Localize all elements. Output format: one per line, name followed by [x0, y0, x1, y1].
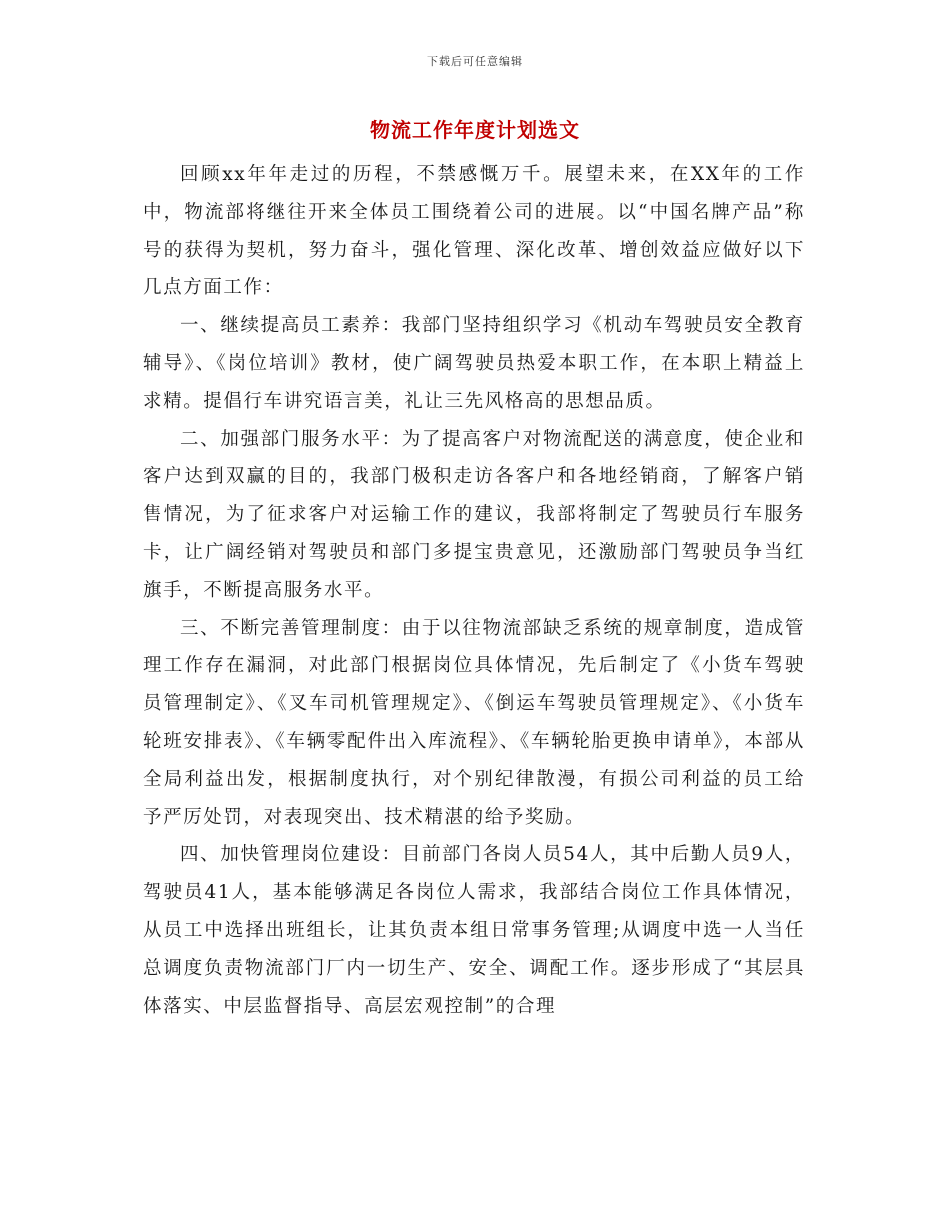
- paragraph-management-system: 三、不断完善管理制度：由于以往物流部缺乏系统的规章制度，造成管理工作存在漏洞，对此部门根据岗位具体情况，先后制定了《小货车驾驶员管理制定》、《叉车司机管理规定》、《倒运车驾驶员管理规定》、《小货车轮班安排表》、《车辆零配件出入库流程》、《车辆轮胎更换申请单》，本部从全局利益出发，根据制度执行，对个别纪律散漫，有损公司利益的员工给予严厉处罚，对表现突出、技术精湛的给予奖励。: [143, 617, 805, 828]
- paragraph-post-construction: 四、加快管理岗位建设：目前部门各岗人员54人，其中后勤人员9人，驾驶员41人，基本能够满足各岗位人需求，我部结合岗位工作具体情况，从员工中选择出班组长，让其负责本组日常事务管理;从调度中选一人当任总调度负责物流部门厂内一切生产、安全、调配工作。逐步形成了“其层具体落实、中层监督指导、高层宏观控制”的合理: [143, 844, 805, 1017]
- page-header: 下载后可任意编辑: [427, 55, 523, 68]
- document-title: 物流工作年度计划选文: [370, 118, 580, 142]
- document-body: [143, 156, 805, 1025]
- paragraph-intro: 回顾xx年年走过的历程，不禁感慨万千。展望未来，在XX年的工作中，物流部将继往开来全体员工围绕着公司的进展。以“中国名牌产品”称号的获得为契机，努力奋斗，强化管理、深化改革、增创效益应做好以下几点方面工作：: [143, 164, 805, 299]
- paragraph-service-level: 二、加强部门服务水平：为了提高客户对物流配送的满意度，使企业和客户达到双赢的目的，我部门极积走访各客户和各地经销商，了解客户销售情况，为了征求客户对运输工作的建议，我部将制定了驾驶员行车服务卡，让广阔经销对驾驶员和部门多提宝贵意见，还激励部门驾驶员争当红旗手，不断提高服务水平。: [143, 428, 805, 601]
- paragraph-employee-quality: 一、继续提高员工素养：我部门坚持组织学习《机动车驾驶员安全教育辅导》、《岗位培训》教材，使广阔驾驶员热爱本职工作，在本职上精益上求精。提倡行车讲究语言美，礼让三先风格高的思想品质。: [143, 315, 805, 412]
